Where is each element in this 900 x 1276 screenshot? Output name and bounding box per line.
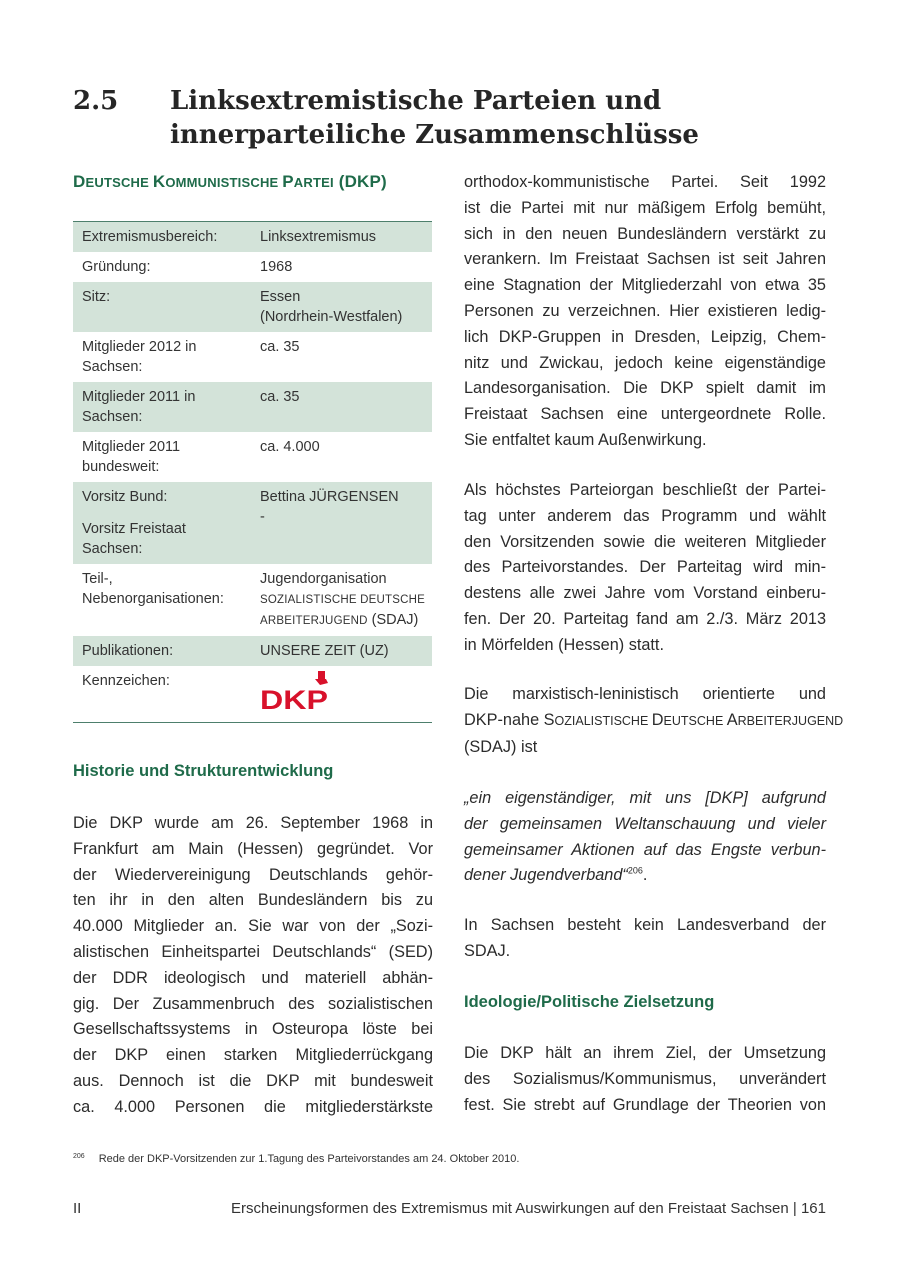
- text-line: Die marxistisch-leninistisch orientierte und: [464, 685, 826, 703]
- text-line: des Parteivorstandes. Der Parteitag wird min-: [464, 558, 826, 577]
- footnote-number: 206: [73, 1153, 85, 1160]
- right-paragraph-3: [464, 682, 844, 760]
- text-line: In Sachsen besteht kein Landesverband der: [464, 916, 826, 934]
- ideologie-heading: Ideologie/Politische Zielsetzung: [464, 993, 715, 1011]
- text-line: Landesorganisation. Die DKP spielt damit im: [464, 379, 826, 398]
- text-line: [464, 838, 826, 864]
- section-title-line: Linksextremistische Parteien und: [170, 86, 662, 116]
- text-line: fest. Sie strebt auf Grundlage der Theorien von: [464, 1095, 826, 1114]
- text-line: Die DKP wurde am 26. September 1968 in: [73, 814, 433, 832]
- text-segment: DKP-nahe: [464, 710, 544, 729]
- left-paragraph: [73, 811, 433, 1121]
- right-paragraph-1: [464, 170, 826, 454]
- text-segment: 206: [627, 865, 643, 876]
- text-line: 40.000 Mitglieder an. Sie war von der „Sozi-: [73, 917, 433, 936]
- table-row: Vorsitz Bund: Vorsitz Freistaat Sachsen: Bettina JÜRGENSEN -: [73, 482, 432, 564]
- text-segment: ARTEI: [293, 175, 334, 190]
- table-row: Mitglieder 2011 bundesweit: ca. 4.000: [82, 439, 320, 475]
- text-segment: OZIALISTISCHE: [554, 713, 652, 728]
- table-row: Sitz: Essen (Nordrhein-Westfalen): [73, 282, 432, 332]
- text-segment: OMMUNISTISCHE: [165, 175, 283, 190]
- right-paragraph-5: [464, 1041, 826, 1118]
- text-line: den Vorsitzenden sowie die weiteren Mitglieder: [464, 532, 826, 551]
- table-row: Publikationen: UNSERE ZEIT (UZ): [73, 636, 432, 666]
- historie-heading: Historie und Strukturentwicklung: [73, 762, 334, 780]
- text-segment: .: [642, 866, 648, 885]
- table-row: Mitglieder 2011 in Sachsen: ca. 35: [73, 382, 432, 432]
- table-row: Teil-, Nebenorganisationen: Jugendorganisation SOZIALISTISCHE DEUTSCHE ARBEITERJUGEND (SDAJ): [82, 571, 425, 628]
- table-row: Kennzeichen: DKP: [73, 666, 432, 723]
- right-paragraph-4: [464, 913, 826, 965]
- text-segment: gemeinsamer Aktionen auf das Engste verbun-: [464, 840, 826, 859]
- text-segment: RBEITERJUGEND: [737, 713, 844, 728]
- text-segment: dener Jugendverband“: [464, 866, 628, 885]
- text-line: in Mörfelden (Hessen) statt.: [464, 635, 664, 654]
- text-line: gig. Der Zusammenbruch des sozialistischen: [73, 994, 433, 1013]
- section-number: 2.5: [73, 86, 119, 116]
- text-line: orthodox-kommunistische Partei. Seit 1992: [464, 173, 826, 191]
- text-segment: P: [282, 172, 294, 191]
- table-row: Extremismusbereich: Linksextremismus: [73, 222, 432, 253]
- text-line: (SDAJ) ist: [464, 737, 538, 756]
- text-line: tag unter anderem das Programm und wählt: [464, 506, 826, 525]
- text-segment: (DKP): [333, 172, 387, 191]
- party-heading: [73, 172, 387, 192]
- party-info-table: [73, 221, 432, 723]
- text-line: alistischen Einheitspartei Deutschlands“ (SED): [73, 942, 433, 961]
- text-segment: S: [543, 710, 555, 729]
- text-segment: A: [726, 710, 738, 729]
- text-line: sich in den neuen Bundesländern verstärkt zu: [464, 224, 826, 243]
- text-segment: „ein eigenständiger, mit uns [DKP] aufgrund: [464, 789, 826, 807]
- text-line: Sie entfaltet kaum Außenwirkung.: [464, 430, 707, 449]
- footer-text: Erscheinungsformen des Extremismus mit Auswirkungen auf den Freistaat Sachsen | 161: [230, 1200, 826, 1217]
- text-line: destens alle zwei Jahre vom Vorstand einberu-: [464, 584, 826, 603]
- table-row: Gründung: 1968: [82, 259, 293, 275]
- footer-section: II: [73, 1200, 82, 1217]
- text-segment: D: [651, 710, 664, 729]
- text-line: der DKP einen starken Mitgliederrückgang: [73, 1046, 433, 1065]
- text-line: [464, 786, 826, 812]
- text-segment: EUTSCHE: [663, 713, 727, 728]
- text-line: Freistaat Sachsen eine untergeordnete Rolle.: [464, 405, 826, 424]
- text-line: aus. Dennoch ist die DKP mit bundesweit: [73, 1071, 433, 1090]
- text-line: verankern. Im Freistaat Sachsen ist seit Jahren: [464, 250, 826, 269]
- text-line: der Wiedervereinigung Deutschlands gehör-: [73, 865, 433, 884]
- text-line: Gesellschaftssystems in Osteuropa löste bei: [73, 1020, 433, 1039]
- text-segment: K: [152, 172, 166, 191]
- text-line: fen. Der 20. Parteitag fand am 2./3. März 2013: [464, 609, 826, 628]
- table-row: Mitglieder 2012 in Sachsen: ca. 35: [82, 339, 300, 375]
- text-line: [464, 812, 826, 838]
- text-line: Frankfurt am Main (Hessen) gegründet. Vor: [73, 839, 433, 858]
- section-title-line: innerparteiliche Zusammenschlüsse: [170, 120, 699, 150]
- text-line: nitz und Zwickau, jedoch keine eigenständige: [464, 353, 826, 372]
- text-line: Die DKP hält an ihrem Ziel, der Umsetzung: [464, 1044, 826, 1062]
- footnote-text: Rede der DKP-Vorsitzenden zur 1.Tagung des Parteivorstandes am 24. Oktober 2010.: [98, 1153, 520, 1165]
- text-line: [464, 708, 844, 735]
- text-line: SDAJ.: [464, 941, 511, 960]
- blockquote: [464, 786, 826, 889]
- footnote: [73, 1153, 519, 1165]
- text-line: der DDR ideologisch und materiell abhän-: [73, 968, 433, 987]
- svg-text:DKP: DKP: [260, 685, 328, 711]
- text-line: ca. 4.000 Personen die mitgliederstärkste: [73, 1097, 433, 1116]
- text-line: [464, 863, 826, 889]
- text-line: eine Stagnation der Mitgliederzahl von etwa 35: [464, 276, 826, 295]
- text-segment: D: [73, 172, 86, 191]
- text-segment: EUTSCHE: [85, 175, 153, 190]
- text-segment: der gemeinsamen Weltanschauung und vieler: [464, 814, 826, 833]
- dkp-logo: [260, 671, 330, 711]
- text-line: ten ihr in den alten Bundesländern bis zu: [73, 891, 433, 910]
- text-line: ist die Partei mit nur mäßigem Erfolg bemüht,: [464, 198, 826, 217]
- text-line: des Sozialismus/Kommunismus, unverändert: [464, 1069, 826, 1088]
- text-line: lich DKP-Gruppen in Dresden, Leipzig, Chem-: [464, 327, 826, 346]
- text-line: Personen zu verzeichnen. Hier existieren ledig-: [464, 301, 826, 320]
- text-line: Als höchstes Parteiorgan beschließt der Partei-: [464, 481, 826, 499]
- right-paragraph-2: [464, 478, 826, 659]
